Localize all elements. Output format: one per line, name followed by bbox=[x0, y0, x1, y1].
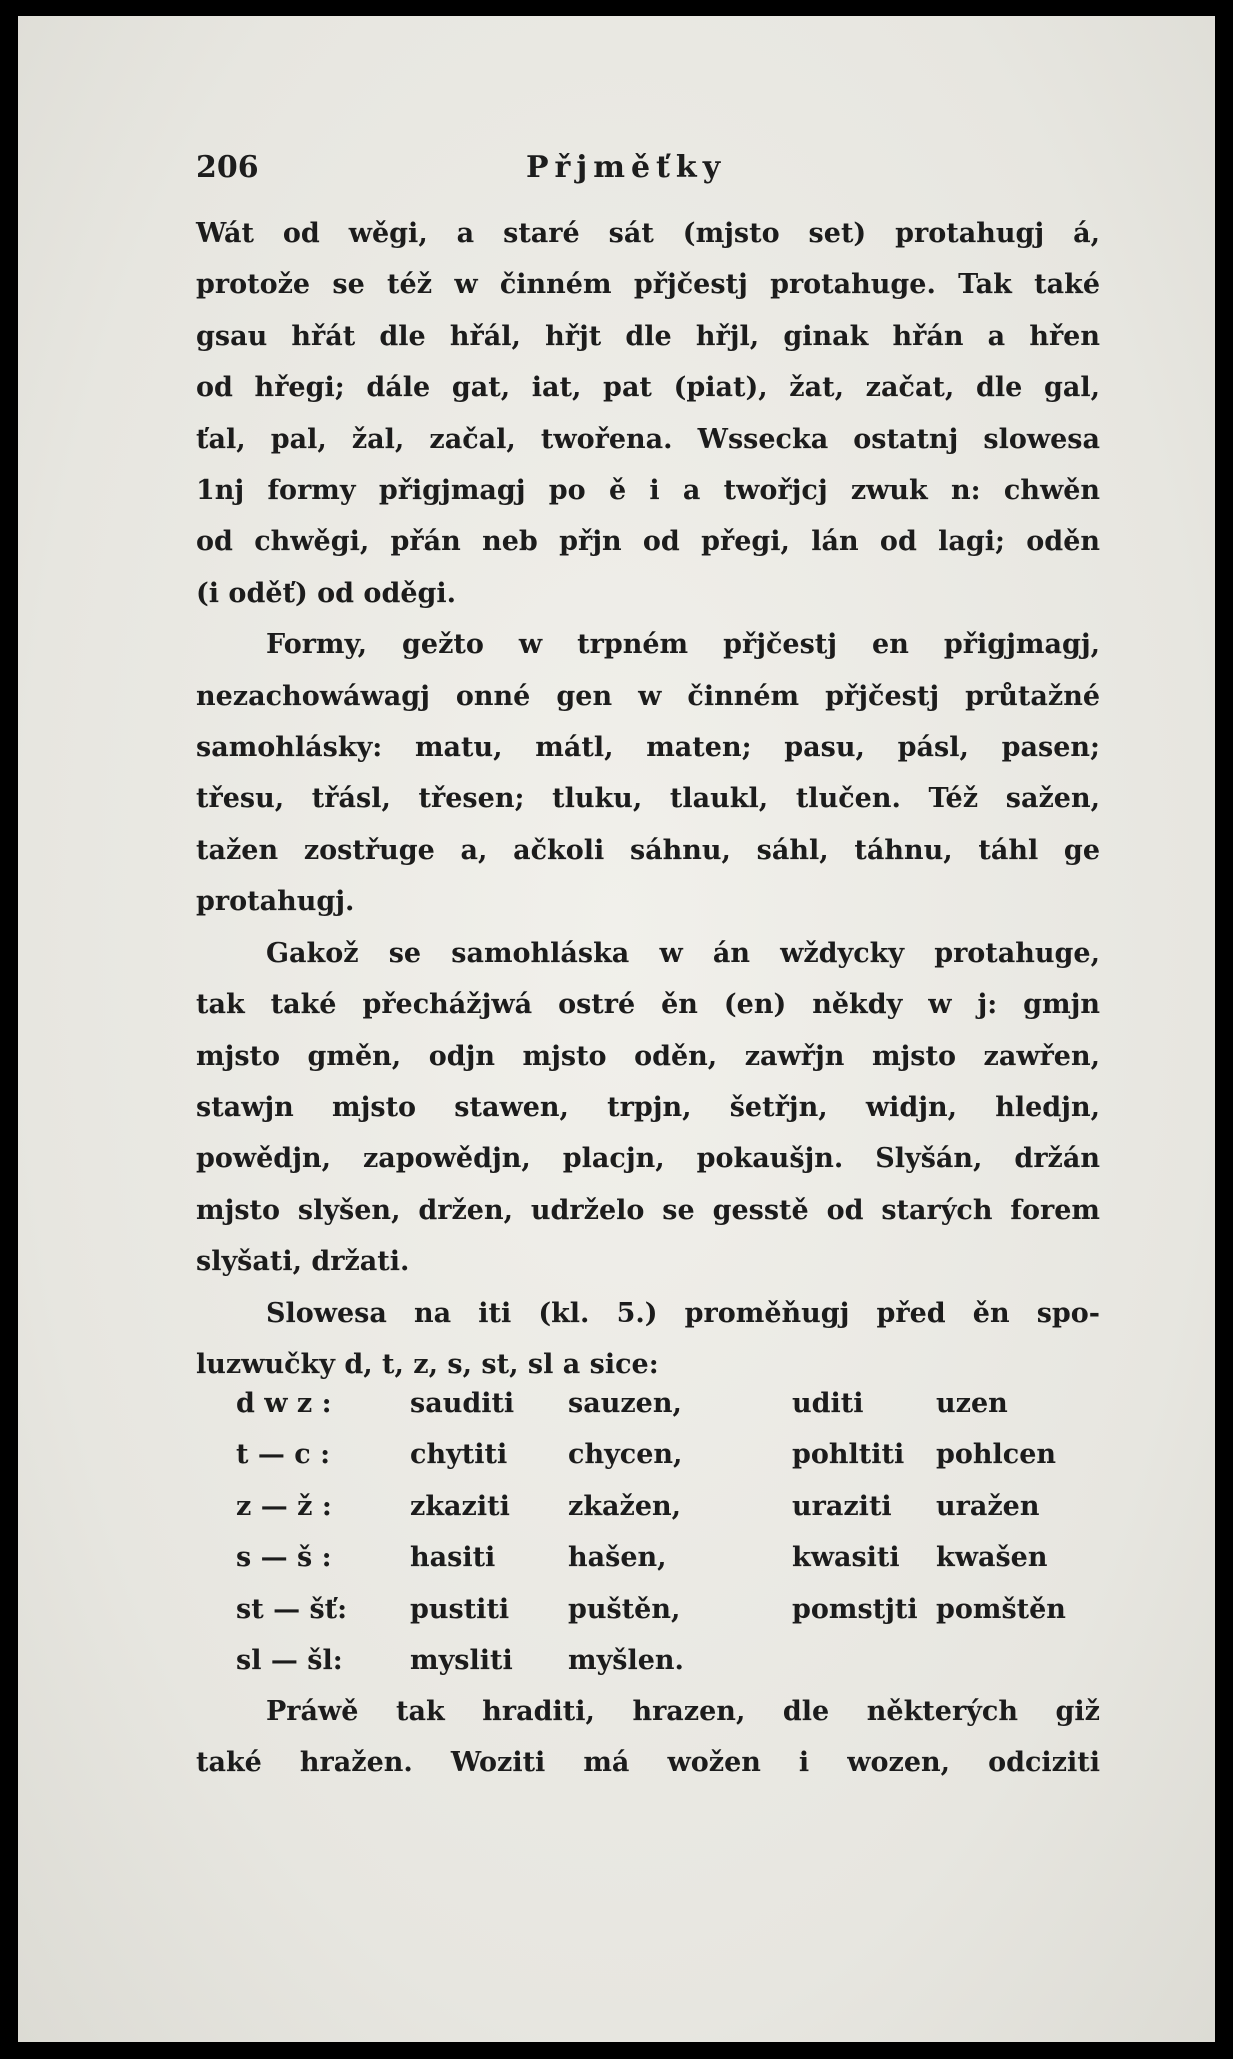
example-participle: pomštěn bbox=[936, 1593, 1066, 1625]
paragraph-line: nezachowáwagj onné gen w činném přjčestj průtažné bbox=[196, 680, 1100, 712]
paragraph-line: Formy, gežto w trpném přjčestj en přigjmagj, bbox=[266, 629, 1100, 661]
body-text bbox=[196, 208, 1100, 1390]
table-row bbox=[236, 1378, 1096, 1429]
paragraph-line: mjsto gměn, odjn mjsto oděn, zawřjn mjsto zawřen, bbox=[196, 1040, 1100, 1072]
paragraph-line: od chwěgi, přán neb přjn od přegi, lán od lagi; oděn bbox=[196, 526, 1100, 558]
example-participle: uzen bbox=[936, 1388, 1008, 1419]
consonant-pair: s — š : bbox=[236, 1542, 332, 1574]
paragraph-line: luzwučky d, t, z, s, st, sl a sice: bbox=[196, 1348, 659, 1380]
paragraph-line: třesu, třásl, třesen; tluku, tlaukl, tlučen. Též sažen, bbox=[196, 783, 1100, 815]
example-infinitive: sauditi bbox=[410, 1388, 515, 1419]
paragraph-line: ťal, pal, žal, začal, twořena. Wssecka ostatnj slowesa bbox=[196, 423, 1100, 455]
paragraph-line: Slowesa na iti (kl. 5.) proměňugj před ěn spo- bbox=[266, 1297, 1100, 1329]
paragraph-line: slyšati, držati. bbox=[196, 1246, 410, 1278]
example-participle: kwašen bbox=[936, 1542, 1048, 1574]
running-title: Přjměťky bbox=[526, 150, 727, 185]
table-row bbox=[236, 1481, 1096, 1532]
consonant-pair: st — šť: bbox=[236, 1593, 348, 1625]
example-infinitive: uditi bbox=[792, 1388, 864, 1419]
paragraph-line: Gakož se samohláska w án wždycky protahuge, bbox=[266, 937, 1100, 969]
example-infinitive: pohltiti bbox=[792, 1439, 905, 1471]
consonant-pair: t — c : bbox=[236, 1439, 331, 1471]
example-participle: puštěn, bbox=[568, 1593, 681, 1625]
example-participle: pohlcen bbox=[936, 1439, 1057, 1471]
example-infinitive: mysliti bbox=[410, 1644, 513, 1676]
paragraph-line: protahugj. bbox=[196, 886, 355, 918]
paragraph-line: tažen zostřuge a, ačkoli sáhnu, sáhl, táhnu, táhl ge bbox=[196, 834, 1100, 866]
paragraph-line: Práwě tak hraditi, hrazen, dle některých giž bbox=[266, 1696, 1100, 1727]
paragraph-line: stawjn mjsto stawen, trpjn, šetřjn, widjn, hledjn, bbox=[196, 1091, 1100, 1123]
example-participle: uražen bbox=[936, 1490, 1040, 1522]
paragraph-line: také hražen. Woziti má wožen i wozen, odciziti bbox=[196, 1747, 1100, 1779]
example-infinitive: pustiti bbox=[410, 1593, 510, 1625]
paragraph-line: gsau hřát dle hřál, hřjt dle hřjl, ginak hřán a hřen bbox=[196, 320, 1100, 352]
paragraph-line: tak také přechážjwá ostré ěn (en) někdy w j: gmjn bbox=[196, 989, 1100, 1021]
paragraph-line: 1nj formy přigjmagj po ě i a twořjcj zwuk n: chwěn bbox=[196, 475, 1100, 507]
example-infinitive: pomstjti bbox=[792, 1593, 918, 1625]
example-participle: chycen, bbox=[568, 1439, 683, 1471]
example-participle: myšlen. bbox=[568, 1644, 684, 1676]
table-row bbox=[236, 1532, 1096, 1583]
consonant-pair: z — ž : bbox=[236, 1490, 332, 1522]
consonant-change-table bbox=[236, 1378, 1096, 1686]
table-row bbox=[236, 1429, 1096, 1480]
paragraph-line: od hřegi; dále gat, iat, pat (piat), žat, začat, dle gal, bbox=[196, 372, 1100, 404]
paragraph-line: samohlásky: matu, mátl, maten; pasu, pásl, pasen; bbox=[196, 732, 1100, 764]
consonant-pair: sl — šl: bbox=[236, 1644, 343, 1676]
page-number: 206 bbox=[196, 150, 259, 185]
example-infinitive: zkaziti bbox=[410, 1490, 510, 1522]
paragraph-line: mjsto slyšen, držen, udrželo se gesstě od starých forem bbox=[196, 1194, 1100, 1226]
table-row bbox=[236, 1584, 1096, 1635]
page-header bbox=[196, 150, 1100, 194]
example-participle: zkažen, bbox=[568, 1490, 682, 1522]
example-infinitive: hasiti bbox=[410, 1542, 496, 1574]
paragraph-line: protože se též w činném přjčestj protahuge. Tak také bbox=[196, 269, 1100, 301]
example-participle: hašen, bbox=[568, 1542, 667, 1574]
consonant-pair: d w z : bbox=[236, 1388, 332, 1419]
paragraph-line: (i oděť) od oděgi. bbox=[196, 577, 457, 609]
example-infinitive: uraziti bbox=[792, 1490, 892, 1522]
example-infinitive: kwasiti bbox=[792, 1542, 900, 1574]
paragraph-line: Wát od wěgi, a staré sát (mjsto set) protahugj á, bbox=[196, 218, 1100, 249]
table-row bbox=[236, 1635, 1096, 1686]
example-infinitive: chytiti bbox=[410, 1439, 508, 1471]
paragraph-line: powědjn, zapowědjn, placjn, pokaušjn. Slyšán, držán bbox=[196, 1143, 1100, 1175]
closing-text bbox=[196, 1686, 1100, 1789]
example-participle: sauzen, bbox=[568, 1388, 682, 1419]
